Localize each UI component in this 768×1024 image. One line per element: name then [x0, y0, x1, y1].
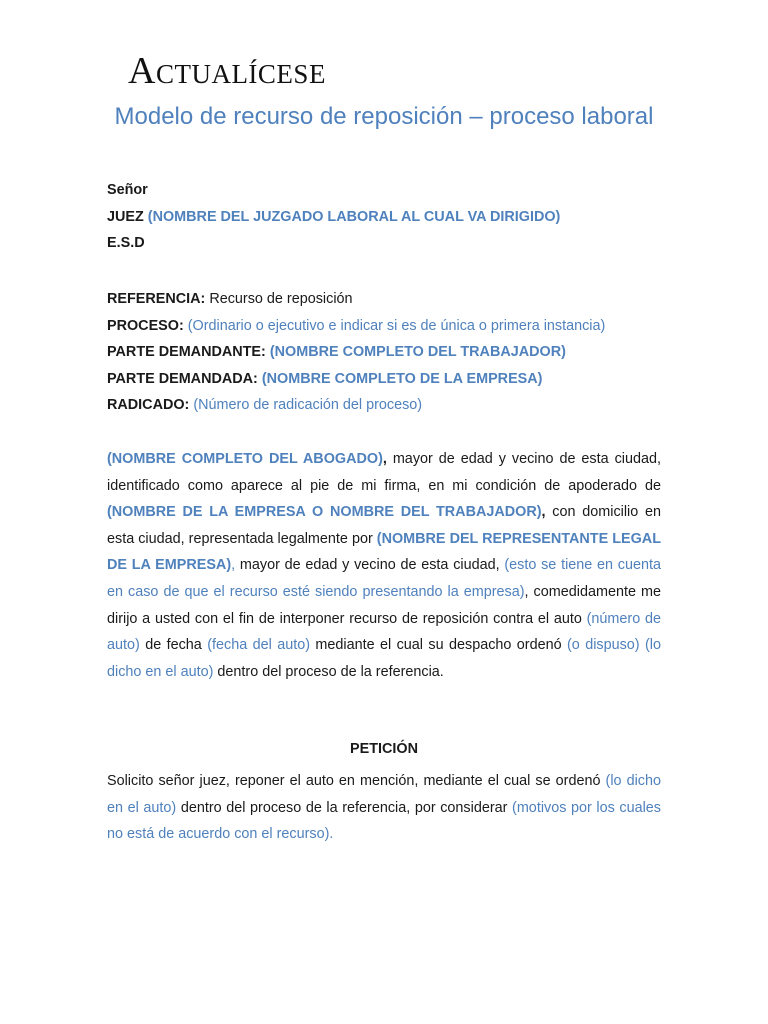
juez-value: (NOMBRE DEL JUZGADO LABORAL AL CUAL VA DIRIGIDO)	[147, 208, 561, 225]
body-text: de fecha	[139, 637, 208, 654]
fecha-auto-placeholder: (fecha del auto)	[207, 637, 311, 654]
comma: ,	[231, 557, 236, 574]
addressee-juez	[107, 204, 661, 231]
addressee-senor: Señor	[107, 182, 148, 198]
document-title: Modelo de recurso de reposición – proceso laboral	[114, 103, 654, 130]
body-text: , comedidamente me dirijo a usted con el fin de interponer recurso de reposición contra el auto	[107, 583, 661, 627]
body-text: mayor de edad y vecino de esta ciudad, identificado como aparece al pie de mi firma, en mi condición de apoderado de	[107, 451, 661, 494]
comma: ,	[382, 451, 387, 467]
reference-fields	[107, 286, 661, 419]
addressee-block	[107, 177, 661, 257]
nota-empresa-placeholder: (esto se tiene en cuenta en caso de que el recurso esté siendo presentando la empresa)	[107, 557, 662, 600]
referencia-label: REFERENCIA:	[107, 291, 206, 307]
body-text: mediante el cual su despacho ordenó	[310, 637, 568, 654]
peticion-text: Solicito señor juez, reponer el auto en mención, mediante el cual se ordenó	[107, 773, 606, 789]
empresa-trabajador-placeholder: (NOMBRE DE LA EMPRESA O NOMBRE DEL TRABAJADOR)	[107, 504, 542, 521]
proceso-value: (Ordinario o ejecutivo e indicar si es de única o primera instancia)	[183, 317, 606, 334]
body-text: mayor de edad y vecino de esta ciudad,	[235, 557, 505, 574]
body-paragraph	[107, 446, 661, 685]
motivos-placeholder: (motivos por los cuales no está de acuerdo con el recurso).	[107, 799, 661, 843]
peticion-heading: PETICIÓN	[350, 741, 418, 757]
radicado-label: RADICADO:	[107, 397, 190, 414]
radicado-value: (Número de radicación del proceso)	[189, 397, 423, 414]
juez-label: JUEZ	[107, 208, 144, 225]
field-referencia	[107, 286, 661, 313]
addressee-esd: E.S.D	[107, 235, 145, 252]
peticion-paragraph	[107, 768, 661, 848]
field-demandada	[107, 366, 661, 393]
peticion-dicho-auto-placeholder: (lo dicho en el auto)	[107, 773, 661, 816]
actualicese-logo: Actualícese	[128, 50, 326, 92]
representante-placeholder: (NOMBRE DEL REPRESENTANTE LEGAL DE LA EMPRESA)	[107, 530, 661, 574]
referencia-value: Recurso de reposición	[205, 291, 353, 307]
demandante-value: (NOMBRE COMPLETO DEL TRABAJADOR)	[265, 344, 566, 361]
demandada-label: PARTE DEMANDADA:	[107, 370, 258, 387]
body-text: con domicilio en esta ciudad, representada legalmente por	[107, 504, 661, 547]
field-proceso	[107, 313, 661, 340]
proceso-label: PROCESO:	[107, 317, 184, 334]
abogado-placeholder: (NOMBRE COMPLETO DEL ABOGADO)	[107, 451, 383, 467]
demandada-value: (NOMBRE COMPLETO DE LA EMPRESA)	[257, 370, 543, 387]
field-demandante	[107, 339, 661, 366]
demandante-label: PARTE DEMANDANTE:	[107, 344, 266, 361]
body-text: dentro del proceso de la referencia.	[213, 663, 444, 680]
dicho-auto-placeholder: (lo dicho en el auto)	[107, 637, 662, 680]
o-dispuso-placeholder: (o dispuso)	[567, 637, 640, 654]
numero-auto-placeholder: (número de auto)	[107, 610, 661, 654]
comma: ,	[541, 504, 546, 521]
peticion-text: dentro del proceso de la referencia, por considerar	[176, 799, 513, 816]
field-radicado	[107, 392, 661, 419]
